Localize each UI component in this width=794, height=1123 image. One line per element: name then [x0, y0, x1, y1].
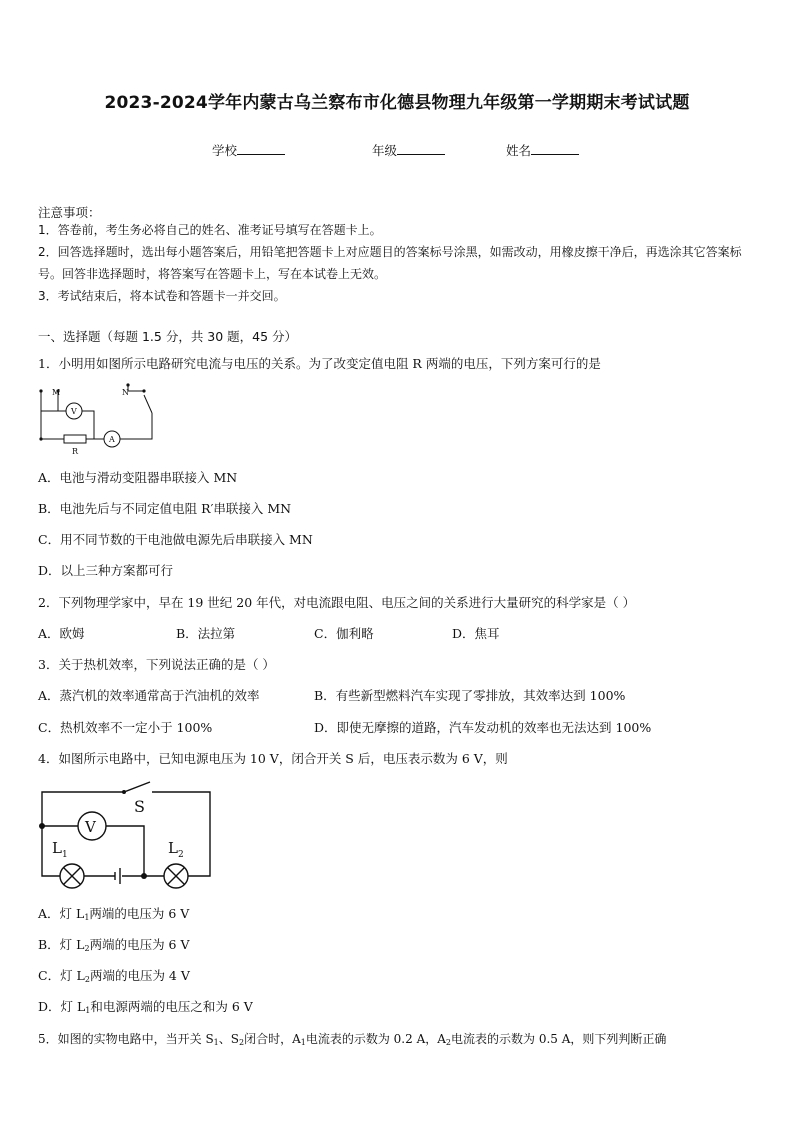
question-4-stem: 4．如图所示电路中，已知电源电压为 10 V，闭合开关 S 后，电压表示数为 6 V，则 [38, 751, 508, 766]
school-blank[interactable] [237, 142, 285, 155]
q2-option-c[interactable]: C．伽利略 [314, 626, 374, 641]
q3-option-d[interactable]: D．即使无摩擦的道路，汽车发动机的效率也无法达到 100% [314, 720, 652, 735]
q1-option-c[interactable]: C．用不同节数的干电池做电源先后串联接入 MN [38, 532, 313, 547]
note-item-1: 1．答卷前，考生务必将自己的姓名、准考证号填写在答题卡上。 [38, 223, 382, 237]
q3-option-b[interactable]: B．有些新型燃料汽车实现了零排放，其效率达到 100% [314, 688, 626, 703]
note-item-3: 3．考试结束后，将本试卷和答题卡一并交回。 [38, 289, 286, 303]
name-field[interactable] [506, 141, 579, 159]
school-field[interactable] [212, 141, 285, 159]
notes-heading: 注意事项： [38, 205, 101, 220]
name-blank[interactable] [531, 142, 579, 155]
grade-label: 年级 [372, 143, 398, 158]
name-label: 姓名 [506, 143, 532, 158]
q2-option-d[interactable]: D．焦耳 [452, 626, 500, 641]
label-M: M [52, 388, 61, 397]
q4-option-c[interactable]: C．灯 $L_2$两端的电压为 4 V [38, 968, 190, 984]
grade-blank[interactable] [397, 142, 445, 155]
question-2-stem: 2．下列物理学家中，早在 19 世纪 20 年代，对电流跟电阻、电压之间的关系进行大量研究的科学家是（ ） [38, 595, 636, 610]
page-title: 2023-2024学年内蒙古乌兰察布市化德县物理九年级第一学期期末考试试题 [104, 93, 690, 113]
q3-option-c[interactable]: C．热机效率不一定小于 100% [38, 720, 213, 735]
q2-option-a[interactable]: A．欧姆 [38, 626, 85, 641]
question-1-circuit-diagram [36, 381, 160, 459]
school-label: 学校 [212, 143, 238, 158]
label-N: N [122, 388, 129, 397]
voltmeter-label: V [85, 818, 96, 836]
grade-field[interactable] [372, 141, 445, 159]
voltmeter-label: V [71, 407, 77, 416]
q1-option-a[interactable]: A．电池与滑动变阻器串联接入 MN [38, 470, 238, 485]
q4-option-a[interactable]: A．灯 $L_1$两端的电压为 6 V [38, 906, 190, 922]
question-1-stem: 1．小明用如图所示电路研究电流与电压的关系。为了改变定值电阻 R 两端的电压，下列方案可行的是 [38, 356, 601, 371]
question-3-stem: 3．关于热机效率，下列说法正确的是（ ） [38, 657, 275, 672]
question-4-circuit-diagram [36, 778, 216, 890]
q2-option-b[interactable]: B．法拉第 [176, 626, 236, 641]
lamp-2-label: $L_2$ [168, 839, 184, 860]
switch-label: S [134, 797, 145, 816]
question-5-stem: 5．如图的实物电路中，当开关 $S_1$、$S_2$闭合时，$A_1$电流表的示数为 0.2 A，$A_2$电流表的示数为 0.5 A，则下列判断正确 [38, 1032, 667, 1047]
section-heading: 一、选择题（每题 1.5 分，共 30 题，45 分） [38, 329, 298, 344]
resistor-label: R [72, 447, 79, 456]
q4-option-b[interactable]: B．灯 $L_2$两端的电压为 6 V [38, 937, 190, 953]
q1-option-d[interactable]: D．以上三种方案都可行 [38, 563, 174, 578]
ammeter-label: A [109, 435, 115, 444]
note-item-2: 2．回答选择题时，选出每小题答案后，用铅笔把答题卡上对应题目的答案标号涂黑，如需改动，用橡皮擦干净后，再选涂其它答案标号。回答非选择题时，将答案写在答题卡上，写在本试卷上无效。 [38, 245, 742, 281]
q1-option-b[interactable]: B．电池先后与不同定值电阻 R′串联接入 MN [38, 501, 292, 516]
q3-option-a[interactable]: A．蒸汽机的效率通常高于汽油机的效率 [38, 688, 260, 703]
q4-option-d[interactable]: D．灯 $L_1$和电源两端的电压之和为 6 V [38, 999, 253, 1015]
lamp-1-label: $L_1$ [52, 839, 68, 860]
